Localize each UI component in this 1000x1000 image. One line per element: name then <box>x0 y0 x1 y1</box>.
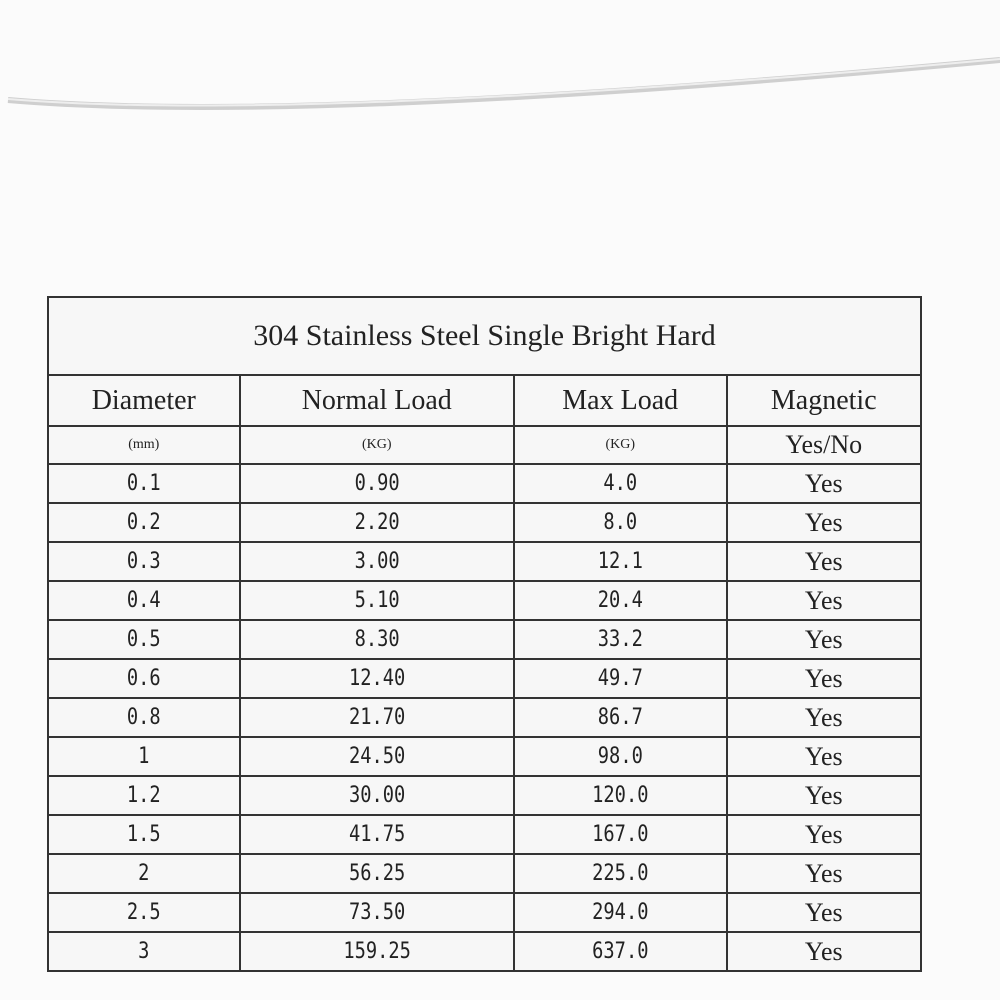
cell-max-load: 294.0 <box>530 893 711 932</box>
table-row <box>48 737 921 776</box>
steel-wire-image <box>0 0 1000 200</box>
table-row <box>48 776 921 815</box>
cell-diameter: 2 <box>62 854 225 893</box>
cell-normal-load: 21.70 <box>260 698 493 737</box>
table-row <box>48 893 921 932</box>
table-row <box>48 659 921 698</box>
cell-magnetic: Yes <box>727 932 921 971</box>
cell-max-load: 637.0 <box>530 932 711 971</box>
cell-normal-load: 41.75 <box>260 815 493 854</box>
cell-max-load: 225.0 <box>530 854 711 893</box>
cell-diameter: 0.4 <box>62 581 225 620</box>
header-row <box>48 375 921 426</box>
cell-normal-load: 30.00 <box>260 776 493 815</box>
cell-magnetic: Yes <box>727 620 921 659</box>
cell-magnetic: Yes <box>727 893 921 932</box>
cell-normal-load: 2.20 <box>260 503 493 542</box>
table-row <box>48 503 921 542</box>
cell-diameter: 0.6 <box>62 659 225 698</box>
table-row <box>48 620 921 659</box>
cell-normal-load: 0.90 <box>260 464 493 503</box>
table-row <box>48 464 921 503</box>
cell-diameter: 3 <box>62 932 225 971</box>
table-row <box>48 932 921 971</box>
units-row <box>48 426 921 464</box>
unit-magnetic: Yes/No <box>727 426 921 464</box>
cell-magnetic: Yes <box>727 776 921 815</box>
cell-diameter: 0.1 <box>62 464 225 503</box>
cell-normal-load: 5.10 <box>260 581 493 620</box>
cell-normal-load: 73.50 <box>260 893 493 932</box>
cell-diameter: 1.5 <box>62 815 225 854</box>
cell-diameter: 0.8 <box>62 698 225 737</box>
table-row <box>48 581 921 620</box>
specification-table <box>47 296 922 972</box>
cell-diameter: 1 <box>62 737 225 776</box>
cell-magnetic: Yes <box>727 542 921 581</box>
cell-diameter: 0.2 <box>62 503 225 542</box>
header-normal-load: Normal Load <box>240 375 514 426</box>
cell-max-load: 167.0 <box>530 815 711 854</box>
table-title: 304 Stainless Steel Single Bright Hard <box>48 297 921 375</box>
cell-max-load: 33.2 <box>530 620 711 659</box>
cell-magnetic: Yes <box>727 854 921 893</box>
cell-magnetic: Yes <box>727 503 921 542</box>
cell-magnetic: Yes <box>727 815 921 854</box>
header-max-load: Max Load <box>514 375 727 426</box>
cell-magnetic: Yes <box>727 581 921 620</box>
cell-max-load: 20.4 <box>530 581 711 620</box>
cell-diameter: 2.5 <box>62 893 225 932</box>
cell-normal-load: 12.40 <box>260 659 493 698</box>
table-row <box>48 815 921 854</box>
table-row <box>48 542 921 581</box>
unit-normal-load: (KG) <box>240 426 514 464</box>
cell-normal-load: 56.25 <box>260 854 493 893</box>
header-magnetic: Magnetic <box>727 375 921 426</box>
cell-normal-load: 24.50 <box>260 737 493 776</box>
cell-max-load: 12.1 <box>530 542 711 581</box>
cell-max-load: 120.0 <box>530 776 711 815</box>
cell-magnetic: Yes <box>727 464 921 503</box>
cell-normal-load: 159.25 <box>260 932 493 971</box>
cell-diameter: 0.5 <box>62 620 225 659</box>
table-row <box>48 854 921 893</box>
cell-normal-load: 3.00 <box>260 542 493 581</box>
unit-diameter: (mm) <box>48 426 240 464</box>
header-diameter: Diameter <box>48 375 240 426</box>
cell-diameter: 0.3 <box>62 542 225 581</box>
cell-normal-load: 8.30 <box>260 620 493 659</box>
cell-magnetic: Yes <box>727 698 921 737</box>
cell-diameter: 1.2 <box>62 776 225 815</box>
cell-max-load: 86.7 <box>530 698 711 737</box>
cell-max-load: 4.0 <box>530 464 711 503</box>
cell-magnetic: Yes <box>727 737 921 776</box>
cell-max-load: 49.7 <box>530 659 711 698</box>
table-row <box>48 698 921 737</box>
cell-max-load: 98.0 <box>530 737 711 776</box>
unit-max-load: (KG) <box>514 426 727 464</box>
cell-magnetic: Yes <box>727 659 921 698</box>
cell-max-load: 8.0 <box>530 503 711 542</box>
